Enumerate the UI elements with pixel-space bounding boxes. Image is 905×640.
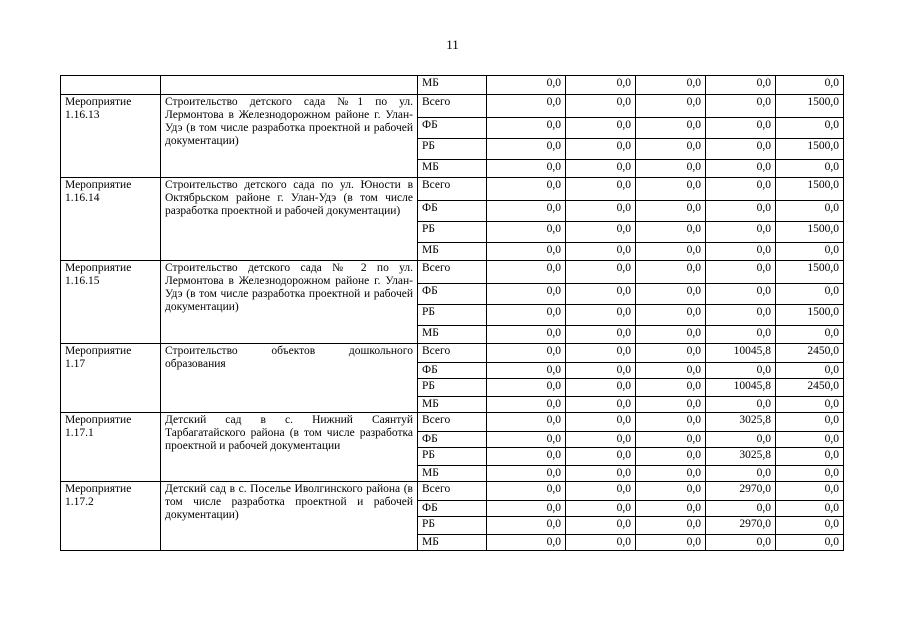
amount-cell: 0,0	[566, 178, 636, 201]
funding-source: ФБ	[418, 501, 487, 517]
amount-cell: 0,0	[706, 397, 776, 413]
funding-source: МБ	[418, 76, 487, 95]
amount-cell: 0,0	[487, 222, 566, 243]
amount-cell: 2970,0	[706, 482, 776, 501]
amount-cell: 0,0	[487, 432, 566, 448]
amount-cell: 0,0	[566, 448, 636, 466]
funding-source: РБ	[418, 517, 487, 535]
amount-cell: 0,0	[487, 201, 566, 222]
amount-cell: 0,0	[776, 448, 844, 466]
amount-cell: 0,0	[487, 178, 566, 201]
amount-cell: 0,0	[566, 397, 636, 413]
amount-cell: 0,0	[636, 501, 706, 517]
amount-cell: 0,0	[636, 284, 706, 305]
funding-source: Всего	[418, 344, 487, 363]
amount-cell: 0,0	[706, 363, 776, 379]
amount-cell: 0,0	[566, 482, 636, 501]
amount-cell: 0,0	[487, 243, 566, 261]
measure-code: Мероприятие 1.17.1	[61, 413, 161, 482]
table-row	[61, 178, 844, 201]
amount-cell: 0,0	[566, 413, 636, 432]
measure-description: Строительство детского сада по ул. Юности в Октябрьском районе г. Улан-Удэ (в том числе разработка проектной и рабочей документации)	[161, 178, 418, 261]
funding-source: РБ	[418, 139, 487, 160]
amount-cell: 0,0	[636, 326, 706, 344]
amount-cell: 0,0	[636, 305, 706, 326]
amount-cell: 0,0	[776, 517, 844, 535]
funding-source: Всего	[418, 178, 487, 201]
measure-description	[161, 76, 418, 95]
amount-cell: 0,0	[566, 344, 636, 363]
amount-cell: 0,0	[487, 466, 566, 482]
amount-cell: 0,0	[776, 482, 844, 501]
measure-description: Детский сад в с. Нижний Саянтуй Тарбагатайского района (в том числе разработка проектной и рабочей документации	[161, 413, 418, 482]
amount-cell: 0,0	[566, 118, 636, 139]
table-row	[61, 261, 844, 284]
measure-description: Строительство детского сада №1 по ул. Лермонтова в Железнодорожном районе г. Улан-Удэ (в том числе разработка проектной и рабочей документации)	[161, 95, 418, 178]
amount-cell: 0,0	[636, 482, 706, 501]
amount-cell: 0,0	[706, 261, 776, 284]
funding-source: РБ	[418, 305, 487, 326]
measure-code	[61, 76, 161, 95]
amount-cell: 0,0	[706, 432, 776, 448]
funding-source: РБ	[418, 379, 487, 397]
amount-cell: 0,0	[706, 535, 776, 551]
amount-cell: 0,0	[776, 363, 844, 379]
table-row	[61, 76, 844, 95]
funding-source: ФБ	[418, 201, 487, 222]
measure-description: Строительство детского сада № 2 по ул. Лермонтова в Железнодорожном районе г. Улан-Удэ (в том числе разработка проектной и рабочей документации)	[161, 261, 418, 344]
amount-cell: 0,0	[487, 305, 566, 326]
amount-cell: 0,0	[487, 76, 566, 95]
amount-cell: 0,0	[566, 517, 636, 535]
amount-cell: 0,0	[487, 326, 566, 344]
table-row	[61, 482, 844, 501]
funding-source: МБ	[418, 160, 487, 178]
amount-cell: 0,0	[487, 344, 566, 363]
amount-cell: 0,0	[636, 95, 706, 118]
amount-cell: 1500,0	[776, 139, 844, 160]
amount-cell: 2450,0	[776, 344, 844, 363]
amount-cell: 0,0	[487, 501, 566, 517]
amount-cell: 0,0	[566, 160, 636, 178]
amount-cell: 0,0	[636, 466, 706, 482]
amount-cell: 0,0	[636, 76, 706, 95]
measure-description: Детский сад в с. Поселье Иволгинского района (в том числе разработка проектной и рабочей документации)	[161, 482, 418, 551]
amount-cell: 0,0	[776, 466, 844, 482]
amount-cell: 0,0	[706, 178, 776, 201]
funding-source: ФБ	[418, 284, 487, 305]
funding-source: РБ	[418, 222, 487, 243]
amount-cell: 0,0	[566, 201, 636, 222]
amount-cell: 3025,8	[706, 448, 776, 466]
amount-cell: 0,0	[566, 379, 636, 397]
measure-code: Мероприятие 1.16.14	[61, 178, 161, 261]
amount-cell: 10045,8	[706, 379, 776, 397]
amount-cell: 0,0	[706, 201, 776, 222]
amount-cell: 0,0	[776, 501, 844, 517]
amount-cell: 0,0	[636, 535, 706, 551]
amount-cell: 0,0	[636, 261, 706, 284]
amount-cell: 0,0	[776, 76, 844, 95]
amount-cell: 0,0	[706, 466, 776, 482]
amount-cell: 0,0	[566, 501, 636, 517]
funding-source: Всего	[418, 261, 487, 284]
amount-cell: 0,0	[487, 261, 566, 284]
amount-cell: 0,0	[487, 379, 566, 397]
amount-cell: 0,0	[636, 201, 706, 222]
amount-cell: 0,0	[776, 413, 844, 432]
amount-cell: 0,0	[487, 118, 566, 139]
amount-cell: 1500,0	[776, 178, 844, 201]
amount-cell: 0,0	[487, 363, 566, 379]
table-row	[61, 344, 844, 363]
amount-cell: 0,0	[566, 261, 636, 284]
table-row	[61, 95, 844, 118]
amount-cell: 0,0	[487, 139, 566, 160]
amount-cell: 0,0	[776, 284, 844, 305]
amount-cell: 0,0	[636, 222, 706, 243]
amount-cell: 0,0	[566, 305, 636, 326]
funding-source: РБ	[418, 448, 487, 466]
measure-code: Мероприятие 1.17.2	[61, 482, 161, 551]
amount-cell: 0,0	[487, 160, 566, 178]
amount-cell: 0,0	[566, 466, 636, 482]
amount-cell: 0,0	[706, 139, 776, 160]
amount-cell: 0,0	[636, 344, 706, 363]
amount-cell: 0,0	[776, 160, 844, 178]
amount-cell: 0,0	[566, 243, 636, 261]
funding-source: МБ	[418, 243, 487, 261]
amount-cell: 0,0	[636, 379, 706, 397]
measure-description: Строительство объектов дошкольного образования	[161, 344, 418, 413]
amount-cell: 0,0	[566, 326, 636, 344]
amount-cell: 0,0	[776, 326, 844, 344]
funding-source: МБ	[418, 326, 487, 344]
amount-cell: 0,0	[566, 363, 636, 379]
funding-source: МБ	[418, 535, 487, 551]
funding-source: МБ	[418, 466, 487, 482]
amount-cell: 0,0	[776, 397, 844, 413]
amount-cell: 0,0	[636, 363, 706, 379]
amount-cell: 0,0	[706, 305, 776, 326]
funding-source: Всего	[418, 95, 487, 118]
amount-cell: 0,0	[636, 139, 706, 160]
amount-cell: 1500,0	[776, 305, 844, 326]
amount-cell: 0,0	[776, 432, 844, 448]
amount-cell: 3025,8	[706, 413, 776, 432]
funding-source: ФБ	[418, 118, 487, 139]
amount-cell: 0,0	[566, 76, 636, 95]
amount-cell: 0,0	[636, 397, 706, 413]
page-number: 11	[446, 37, 459, 52]
measure-code: Мероприятие 1.17	[61, 344, 161, 413]
amount-cell: 0,0	[487, 95, 566, 118]
amount-cell: 0,0	[706, 118, 776, 139]
amount-cell: 0,0	[487, 413, 566, 432]
amount-cell: 1500,0	[776, 222, 844, 243]
funding-source: ФБ	[418, 432, 487, 448]
table-row	[61, 413, 844, 432]
amount-cell: 0,0	[566, 535, 636, 551]
amount-cell: 2970,0	[706, 517, 776, 535]
funding-source: ФБ	[418, 363, 487, 379]
amount-cell: 0,0	[636, 448, 706, 466]
amount-cell: 0,0	[776, 535, 844, 551]
amount-cell: 0,0	[706, 160, 776, 178]
measure-code: Мероприятие 1.16.13	[61, 95, 161, 178]
amount-cell: 0,0	[566, 95, 636, 118]
amount-cell: 0,0	[487, 448, 566, 466]
amount-cell: 0,0	[566, 139, 636, 160]
amount-cell: 0,0	[636, 178, 706, 201]
funding-source: МБ	[418, 397, 487, 413]
amount-cell: 0,0	[487, 284, 566, 305]
amount-cell: 0,0	[776, 118, 844, 139]
budget-table	[60, 75, 844, 551]
amount-cell: 2450,0	[776, 379, 844, 397]
amount-cell: 10045,8	[706, 344, 776, 363]
amount-cell: 1500,0	[776, 261, 844, 284]
amount-cell: 0,0	[636, 432, 706, 448]
amount-cell: 0,0	[776, 201, 844, 222]
amount-cell: 1500,0	[776, 95, 844, 118]
amount-cell: 0,0	[706, 501, 776, 517]
amount-cell: 0,0	[636, 243, 706, 261]
amount-cell: 0,0	[706, 222, 776, 243]
amount-cell: 0,0	[566, 432, 636, 448]
funding-source: Всего	[418, 482, 487, 501]
amount-cell: 0,0	[636, 118, 706, 139]
amount-cell: 0,0	[706, 76, 776, 95]
amount-cell: 0,0	[487, 517, 566, 535]
amount-cell: 0,0	[706, 326, 776, 344]
amount-cell: 0,0	[636, 413, 706, 432]
measure-code: Мероприятие 1.16.15	[61, 261, 161, 344]
amount-cell: 0,0	[487, 482, 566, 501]
amount-cell: 0,0	[636, 517, 706, 535]
amount-cell: 0,0	[566, 284, 636, 305]
amount-cell: 0,0	[706, 284, 776, 305]
amount-cell: 0,0	[636, 160, 706, 178]
amount-cell: 0,0	[487, 535, 566, 551]
amount-cell: 0,0	[566, 222, 636, 243]
budget-table-body	[61, 76, 844, 551]
amount-cell: 0,0	[706, 95, 776, 118]
amount-cell: 0,0	[776, 243, 844, 261]
amount-cell: 0,0	[706, 243, 776, 261]
amount-cell: 0,0	[487, 397, 566, 413]
funding-source: Всего	[418, 413, 487, 432]
